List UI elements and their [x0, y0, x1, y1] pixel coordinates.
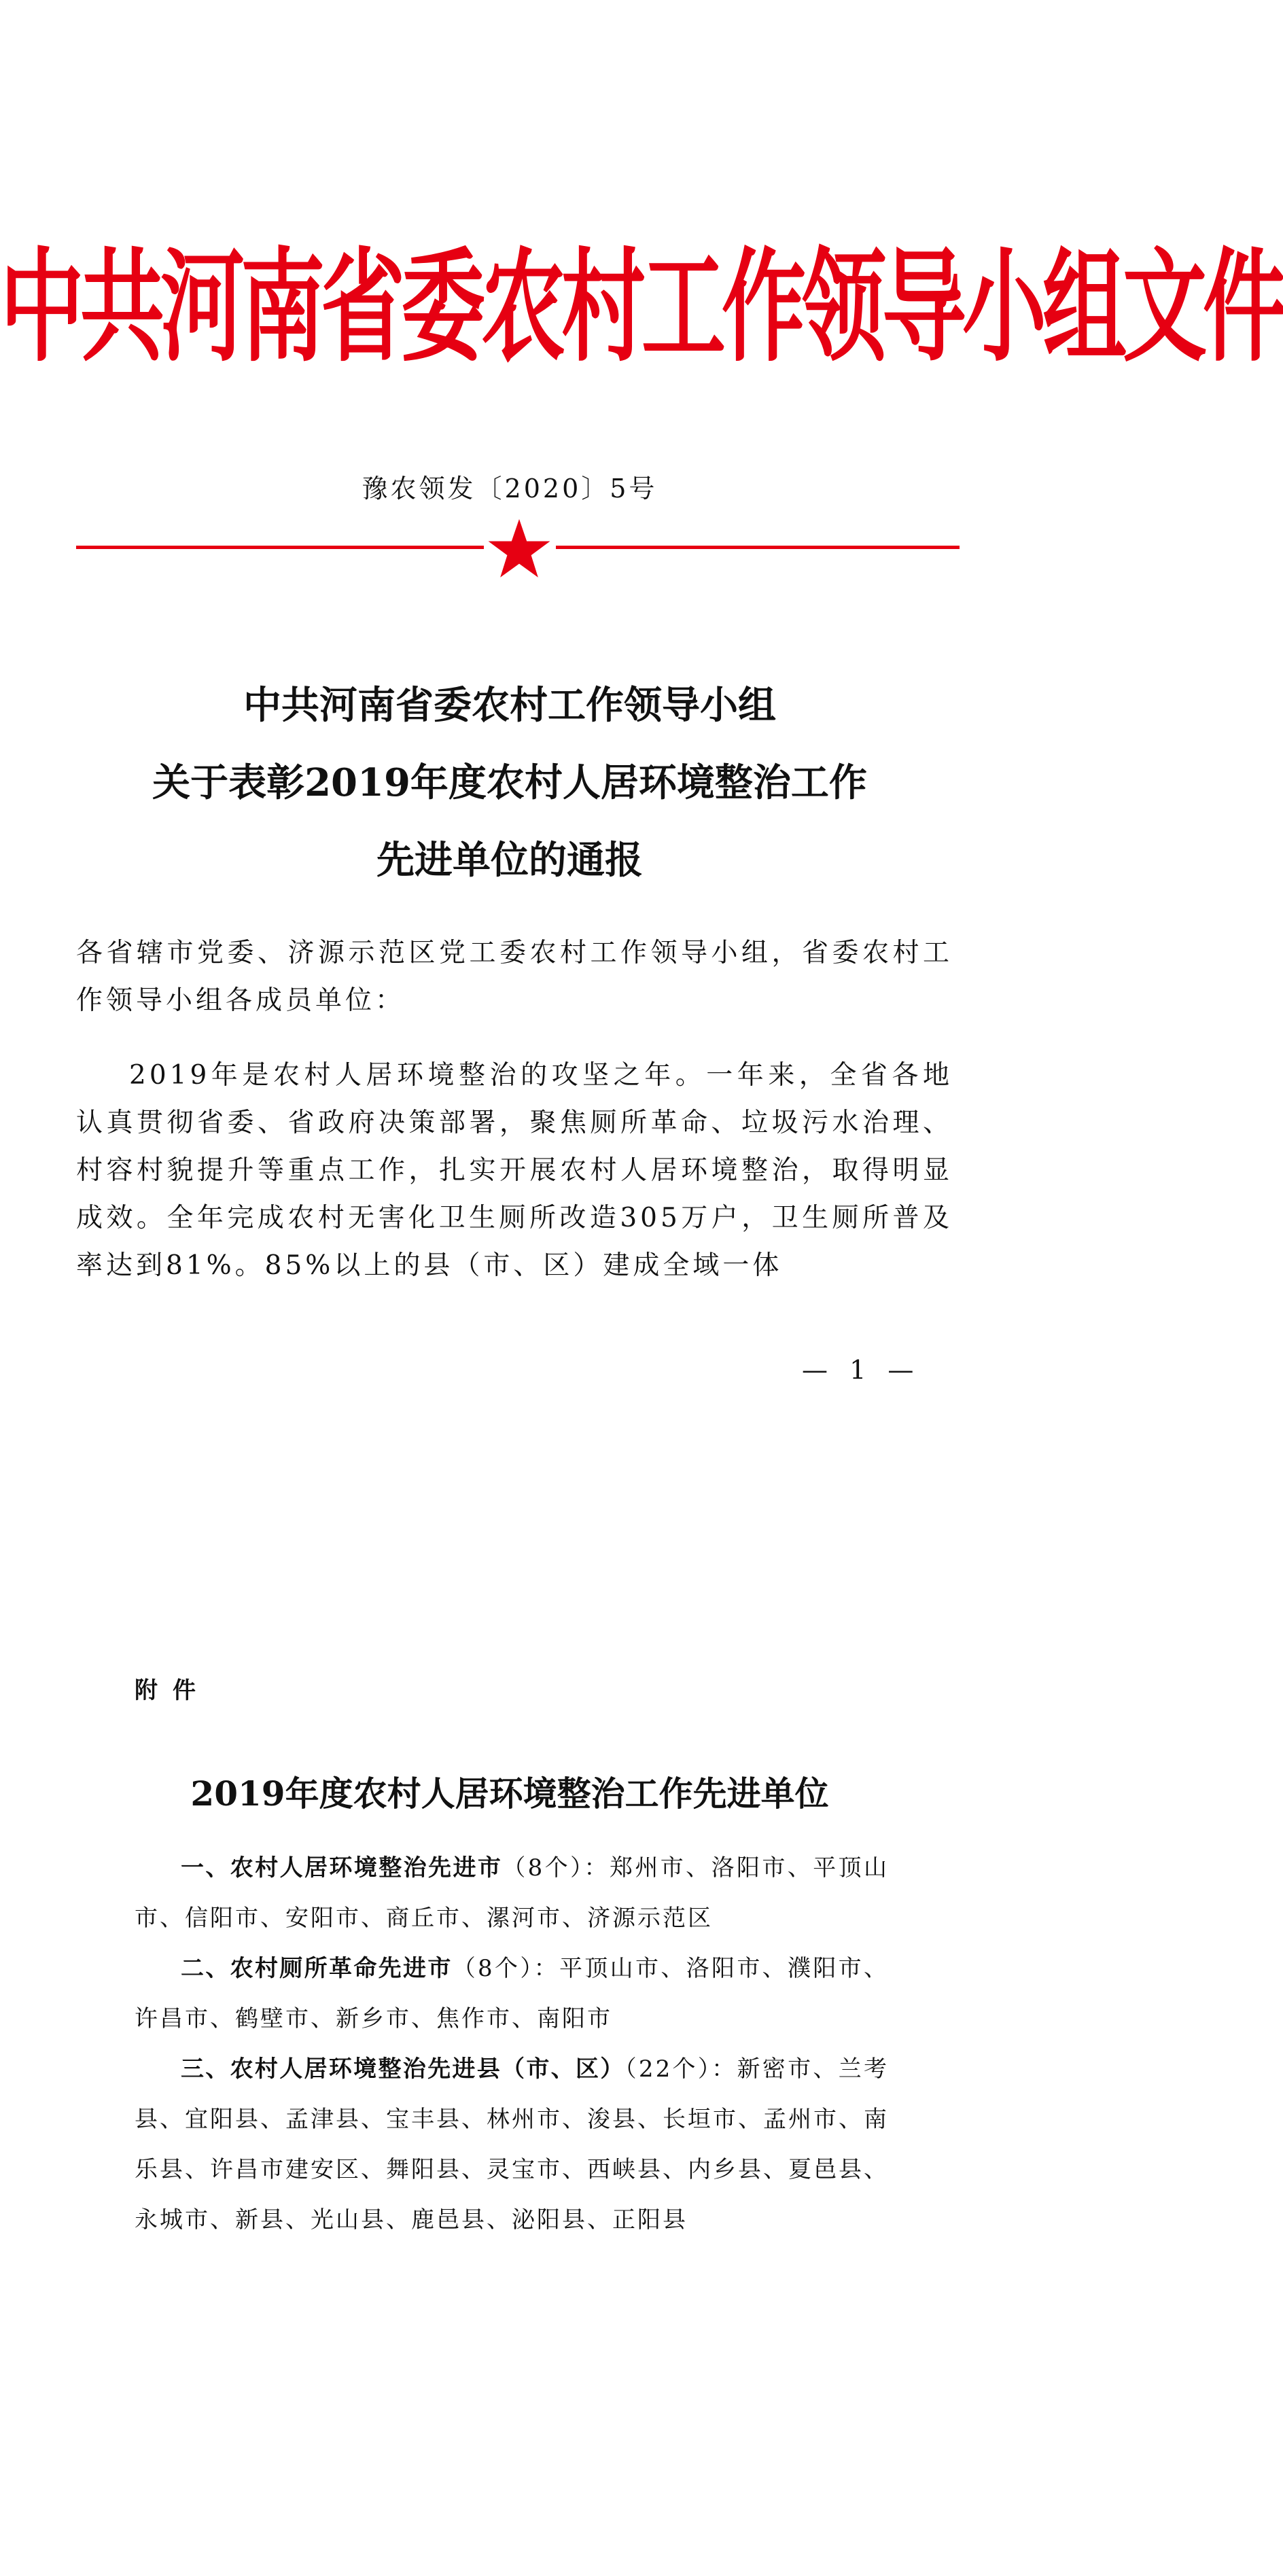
page-number: — 1 —	[802, 1355, 921, 1385]
category-heading: 一、农村人居环境整治先进市	[181, 1854, 503, 1882]
annex-label: 附件	[135, 1677, 211, 1704]
annex-category-1	[135, 1843, 889, 1943]
category-heading: 三、农村人居环境整治先进县（市、区）	[181, 2055, 625, 2083]
category-list: 平顶山市、洛阳市、濮阳市、许昌市、鹤壁市、新乡市、焦作市、南阳市	[135, 1955, 890, 2032]
category-list: 郑州市、洛阳市、平顶山市、信阳市、安阳市、商丘市、漯河市、济源示范区	[135, 1854, 890, 1932]
salutation: 各省辖市党委、济源示范区党工委农村工作领导小组，省委农村工作领导小组各成员单位：	[76, 938, 953, 1016]
category-heading: 二、农村厕所革命先进市	[181, 1955, 453, 1982]
document-number: 豫农领发〔2020〕5号	[362, 474, 658, 504]
notice-title-line-3: 先进单位的通报	[376, 838, 643, 883]
category-list: 新密市、兰考县、宜阳县、孟津县、宝丰县、林州市、浚县、长垣市、孟州市、南乐县、许昌市建安区、舞阳县、灵宝市、西峡县、内乡县、夏邑县、永城市、新县、光山县、鹿邑县、泌阳县、正阳县	[135, 2055, 890, 2234]
red-star-icon	[487, 518, 552, 579]
notice-title-line-2: 关于表彰2019年度农村人居环境整治工作	[152, 760, 867, 805]
annex-title: 2019年度农村人居环境整治工作先进单位	[190, 1774, 829, 1814]
category-count: （22个）：	[625, 2055, 737, 2083]
notice-title-line-1: 中共河南省委农村工作领导小组	[243, 683, 776, 728]
document-header-title: 中共河南省委农村工作领导小组文件	[0, 236, 1283, 379]
category-count: （8个）：	[502, 1854, 610, 1882]
annex-category-3	[135, 2044, 889, 2245]
annex-category-2	[135, 1943, 889, 2044]
red-divider-left	[76, 546, 484, 549]
body-paragraph: 2019年是农村人居环境整治的攻坚之年。一年来，全省各地认真贯彻省委、省政府决策部署，聚焦厕所革命、垃圾污水治理、村容村貌提升等重点工作，扎实开展农村人居环境整治，取得明显成效。全年完成农村无害化卫生厕所改造305万户，卫生厕所普及率达到81%。85%以上的县（市、区）建成全域一体	[76, 1060, 953, 1281]
category-count: （8个）：	[452, 1955, 559, 1982]
red-divider-right	[556, 546, 960, 549]
